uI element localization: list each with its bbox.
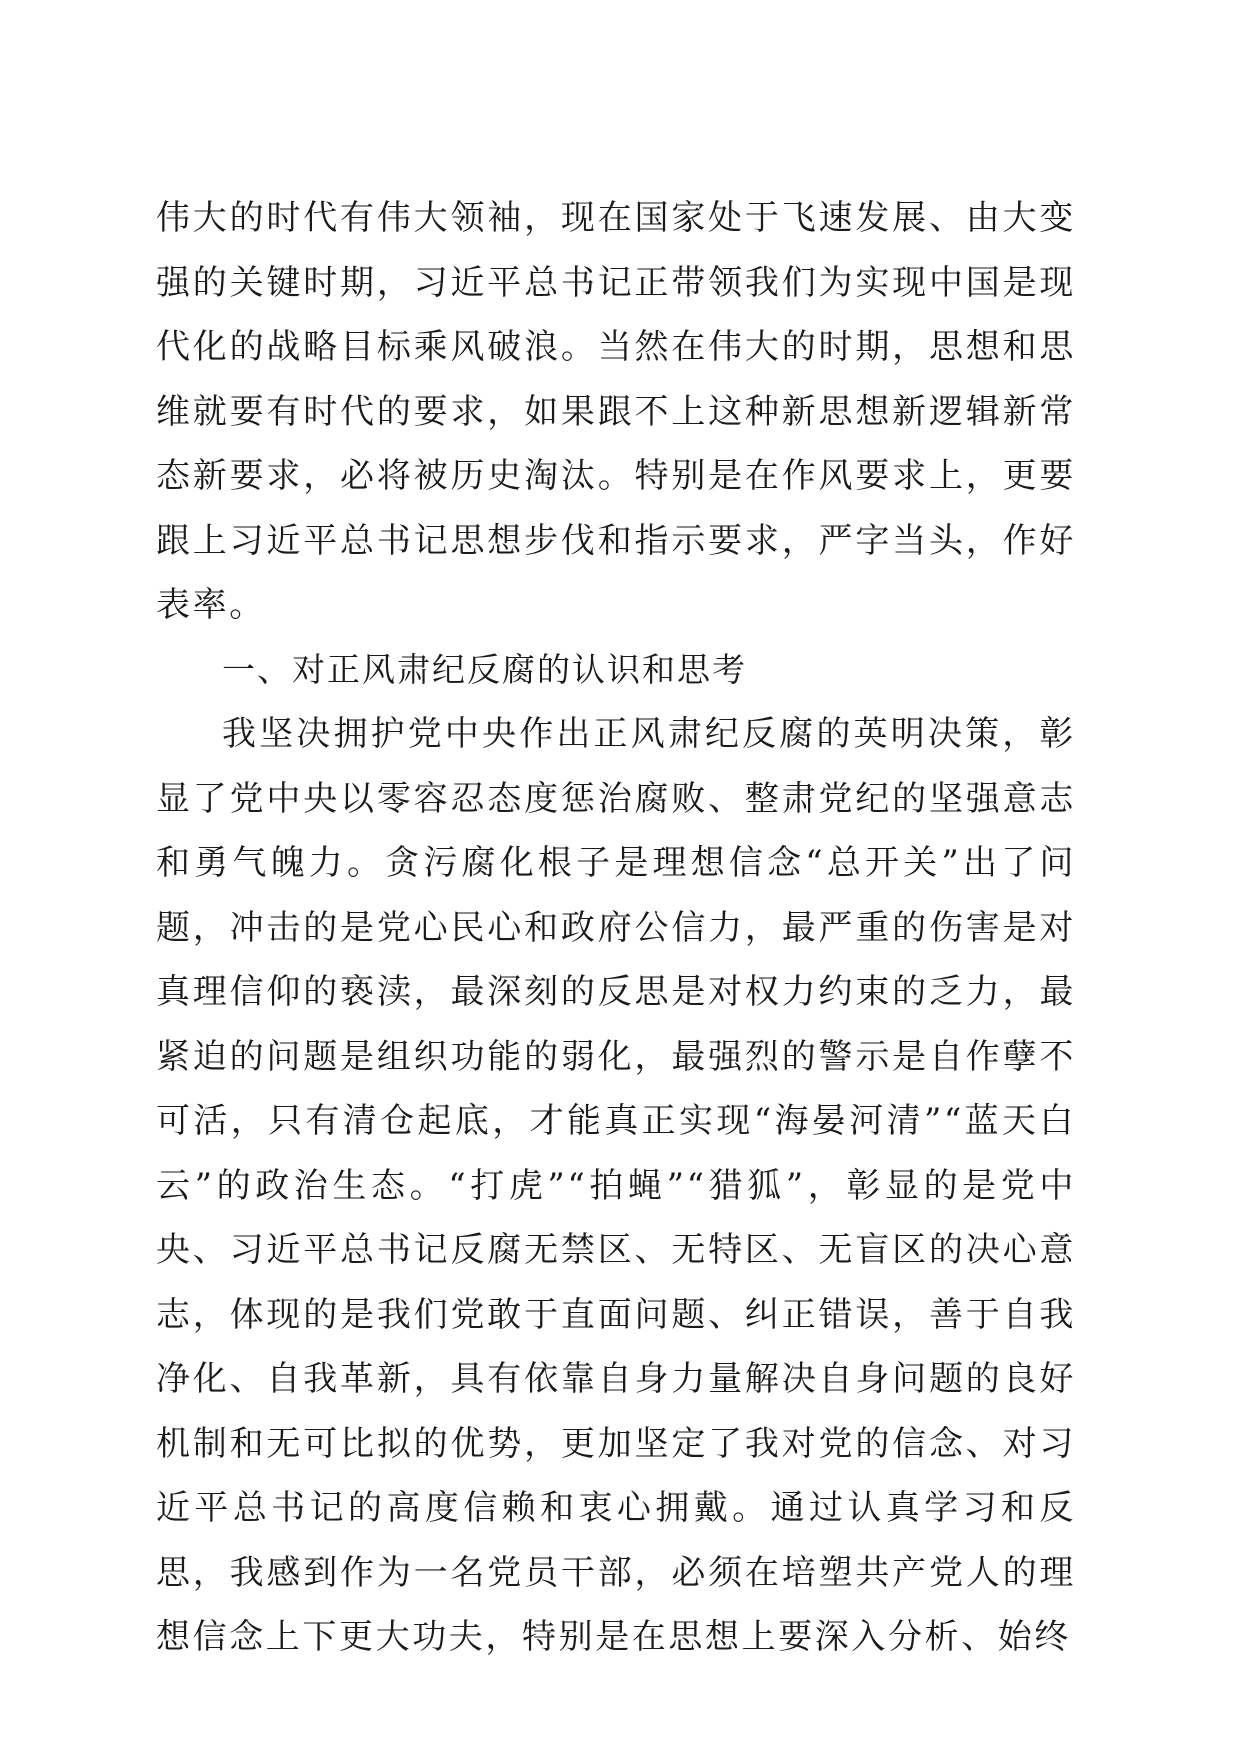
body-paragraph-1: 伟大的时代有伟大领袖，现在国家处于飞速发展、由大变强的关键时期，习近平总书记正带领我们为实现中国是现代化的战略目标乘风破浪。当然在伟大的时期，思想和思维就要有时代的要求，如果跟不上这种新思想新逻辑新常态新要求，必将被历史淘汰。特别是在作风要求上，更要跟上习近平总书记思想步伐和指示要求，严字当头，作好表率。	[156, 198, 1076, 625]
document-body	[156, 186, 1076, 1670]
section-heading: 一、对正风肃纪反腐的认识和思考	[222, 649, 747, 689]
body-paragraph-2: 我坚决拥护党中央作出正风肃纪反腐的英明决策，彰显了党中央以零容忍态度惩治腐败、整肃党纪的坚强意志和勇气魄力。贪污腐化根子是理想信念“总开关”出了问题，冲击的是党心民心和政府公信力，最严重的伤害是对真理信仰的亵渎，最深刻的反思是对权力约束的乏力，最紧迫的问题是组织功能的弱化，最强烈的警示是自作孽不可活，只有清仓起底，才能真正实现“海晏河清”“蓝天白云”的政治生态。“打虎”“拍蝇”“猎狐”，彰显的是党中央、习近平总书记反腐无禁区、无特区、无盲区的决心意志，体现的是我们党敢于直面问题、纠正错误，善于自我净化、自我革新，具有依靠自身力量解决自身问题的良好机制和无可比拟的优势，更加坚定了我对党的信念、对习近平总书记的高度信赖和衷心拥戴。通过认真学习和反思，我感到作为一名党员干部，必须在培塑共产党人的理想信念上下更大功夫，特别是在思想上要深入分析、始终	[156, 714, 1076, 1657]
